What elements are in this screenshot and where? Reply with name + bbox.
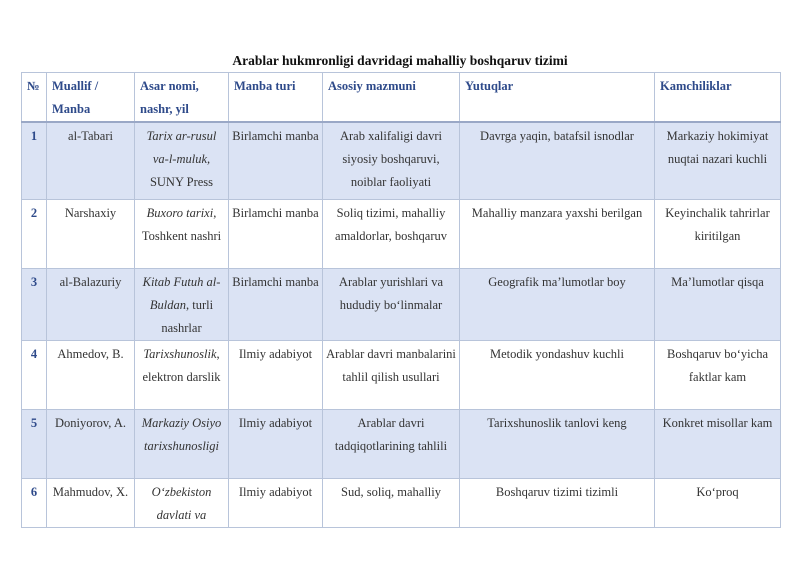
header-type: Manba turi [229, 73, 323, 123]
achievements-cell: Boshqaruv tizimi tizimli [460, 478, 655, 527]
shortcomings-cell: Markaziy hokimiyat nuqtai nazari kuchli [655, 122, 781, 199]
author-cell: al-Balazuriy [47, 268, 135, 340]
table-row [22, 199, 781, 268]
table-row [22, 122, 781, 199]
work-cell [135, 122, 229, 199]
header-shortcomings: Kamchiliklar [655, 73, 781, 123]
work-edition: SUNY Press [149, 175, 214, 189]
achievements-cell: Geografik ma’lumotlar boy [460, 268, 655, 340]
type-cell: Birlamchi manba [229, 122, 323, 199]
work-edition: , Toshkent nashri [141, 205, 222, 243]
content-cell: Arablar davri tadqiqotlarining tahlili [323, 409, 460, 478]
row-number: 6 [22, 478, 47, 527]
table-row [22, 340, 781, 409]
author-cell: Mahmudov, X. [47, 478, 135, 527]
author-cell: al-Tabari [47, 122, 135, 199]
work-title: O‘zbekiston davlati va [151, 484, 212, 522]
work-edition: , elektron darslik [142, 346, 221, 384]
header-achievements: Yutuqlar [460, 73, 655, 123]
table-row [22, 268, 781, 340]
content-cell: Sud, soliq, mahalliy [323, 478, 460, 527]
header-work: Asar nomi, nashr, yil [135, 73, 229, 123]
content-cell: Arab xalifaligi davri siyosiy boshqaruvi, noiblar faoliyati [323, 122, 460, 199]
shortcomings-cell: Ko‘proq [655, 478, 781, 527]
work-cell [135, 268, 229, 340]
table-row [22, 478, 781, 527]
achievements-cell: Tarixshunoslik tanlovi keng [460, 409, 655, 478]
work-title: Kitab Futuh al-Buldan [142, 274, 221, 312]
header-author: Muallif / Manba [47, 73, 135, 123]
content-cell: Arablar yurishlari va hududiy bo‘linmalar [323, 268, 460, 340]
shortcomings-cell: Keyinchalik tahrirlar kiritilgan [655, 199, 781, 268]
work-title: Buxoro tarixi [146, 205, 214, 220]
author-cell: Narshaxiy [47, 199, 135, 268]
type-cell: Ilmiy adabiyot [229, 409, 323, 478]
shortcomings-cell: Boshqaruv bo‘yicha faktlar kam [655, 340, 781, 409]
work-cell [135, 340, 229, 409]
work-cell [135, 409, 229, 478]
author-cell: Doniyorov, A. [47, 409, 135, 478]
content-cell: Soliq tizimi, mahalliy amaldorlar, boshqaruv [323, 199, 460, 268]
achievements-cell: Mahalliy manzara yaxshi berilgan [460, 199, 655, 268]
row-number: 4 [22, 340, 47, 409]
header-row [22, 73, 781, 123]
work-title: Tarixshunoslik [143, 346, 217, 361]
shortcomings-cell: Ma’lumotlar qisqa [655, 268, 781, 340]
table-row [22, 409, 781, 478]
row-number: 1 [22, 122, 47, 199]
work-edition: , turli nashrlar [161, 297, 214, 335]
author-cell: Ahmedov, B. [47, 340, 135, 409]
shortcomings-cell: Konkret misollar kam [655, 409, 781, 478]
work-title: Tarix ar-rusul va-l-muluk, [146, 129, 217, 166]
row-number: 2 [22, 199, 47, 268]
achievements-cell: Metodik yondashuv kuchli [460, 340, 655, 409]
header-content: Asosiy mazmuni [323, 73, 460, 123]
row-number: 5 [22, 409, 47, 478]
type-cell: Ilmiy adabiyot [229, 478, 323, 527]
work-cell [135, 199, 229, 268]
type-cell: Birlamchi manba [229, 268, 323, 340]
achievements-cell: Davrga yaqin, batafsil isnodlar [460, 122, 655, 199]
content-cell: Arablar davri manbalarini tahlil qilish usullari [323, 340, 460, 409]
work-cell [135, 478, 229, 527]
sources-table [21, 72, 781, 528]
row-number: 3 [22, 268, 47, 340]
work-title: Markaziy Osiyo tarixshunosligi [141, 415, 222, 453]
header-num: № [22, 73, 47, 123]
type-cell: Birlamchi manba [229, 199, 323, 268]
type-cell: Ilmiy adabiyot [229, 340, 323, 409]
document-title: Arablar hukmronligi davridagi mahalliy boshqaruv tizimi [232, 53, 568, 68]
